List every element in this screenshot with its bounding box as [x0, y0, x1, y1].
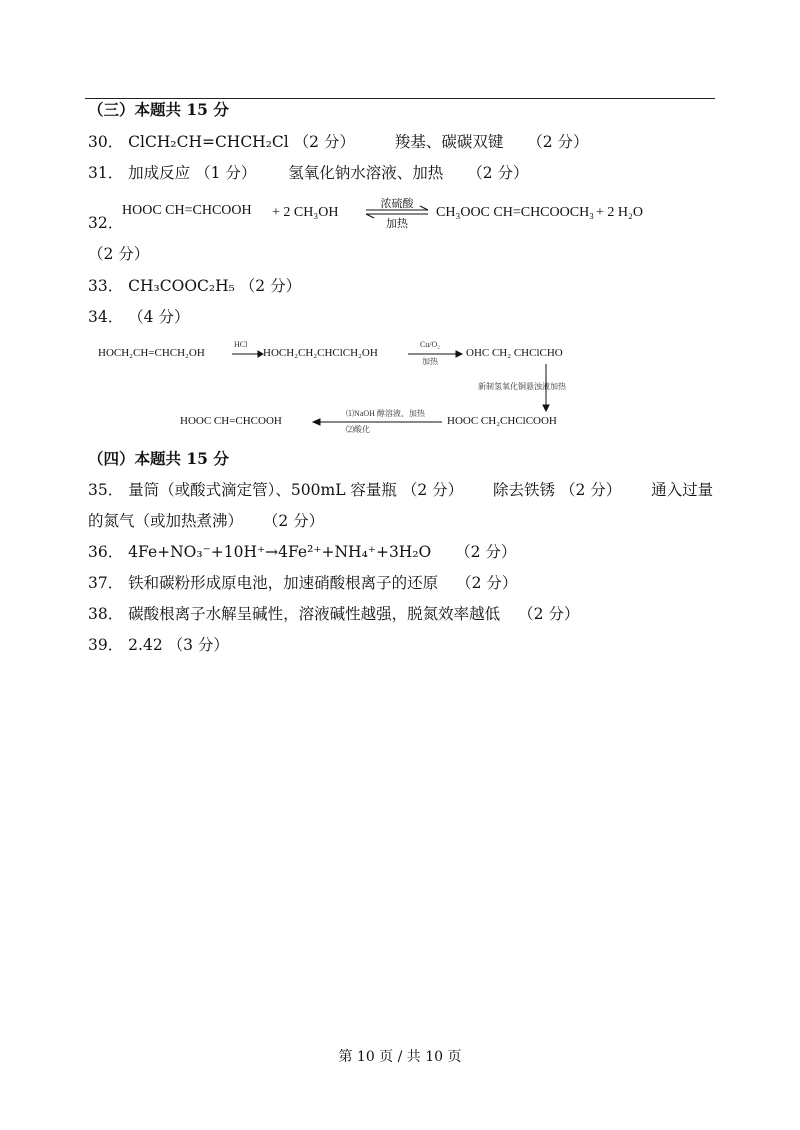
q35-number: 35． [88, 481, 124, 499]
q34-arrow-3 [543, 364, 549, 411]
q34-s3: OHC CH₂ CHClCHO [466, 347, 563, 359]
q33-answer: CH₃COOC₂H₅ [128, 277, 235, 295]
q30-score2: （2 分） [527, 133, 589, 151]
q35-score3: （2 分） [262, 512, 325, 530]
q38 [88, 604, 579, 624]
q39-answer: 2.42 [128, 636, 163, 654]
q35-answer2: 除去铁锈 [493, 481, 556, 499]
q30-answer2: 羧基、碳碳双键 [394, 133, 504, 151]
q35-cont [88, 511, 324, 531]
q37-answer: 铁和碳粉形成原电池，加速硝酸根离子的还原 [128, 574, 439, 592]
q39-score: （3 分） [167, 636, 229, 654]
q32-condition-bottom: 加热 [386, 218, 408, 230]
q34-arrow-4 [313, 419, 442, 425]
q35 [88, 480, 713, 500]
q34-r1: HCl [234, 340, 248, 349]
q32-score: （2 分） [88, 245, 150, 263]
q32-reactant1: HOOC CH=CHCOOH [122, 203, 252, 218]
q32-number: 32． [88, 214, 124, 232]
q31-score2: （2 分） [467, 164, 529, 182]
q33-number: 33． [88, 277, 124, 295]
section3-heading: （三）本题共 15 分 [88, 100, 229, 119]
q38-answer: 碳酸根离子水解呈碱性，溶液碱性越强，脱氮效率越低 [128, 605, 501, 623]
q39 [88, 635, 229, 655]
q34-r3-right: 加热 [550, 382, 566, 391]
q30-score1: （2 分） [293, 133, 355, 151]
q38-score: （2 分） [518, 605, 580, 623]
q35-answer3a: 通入过量 [651, 481, 714, 499]
q31-number: 31． [88, 164, 124, 182]
q31-score1: （1 分） [195, 164, 257, 182]
q38-number: 38． [88, 605, 124, 623]
q34-s5: HOOC CH=CHCOOH [180, 415, 282, 427]
page-footer: 第 10 页 / 共 10 页 [338, 1049, 462, 1065]
q34-r2-bottom: 加热 [422, 357, 438, 366]
q35-score2: （2 分） [560, 481, 622, 499]
q34-number: 34． [88, 308, 124, 326]
q31-answer2: 氢氧化钠水溶液、加热 [288, 164, 444, 182]
q35-answer3b: 的氮气（或加热煮沸） [88, 512, 244, 530]
q35-answer1: 量筒（或酸式滴定管）、500mL 容量瓶 [128, 481, 397, 499]
q34-arrow-2 [408, 351, 462, 357]
q32-plus1: + 2 CH₃OH [272, 205, 339, 220]
q37-score: （2 分） [456, 574, 518, 592]
q34-score: （4 分） [128, 308, 190, 326]
q37-number: 37． [88, 574, 124, 592]
q36 [88, 542, 516, 562]
q32-plus2: + 2 H₂O [596, 205, 643, 220]
q34-r3-left: 新制氢氧化铜悬浊液 [478, 382, 550, 391]
q33-score: （2 分） [239, 277, 302, 295]
q34-r4-top: ⑴NaOH 醇溶液、加热 [346, 409, 425, 418]
q34-s1: HOCH₂CH=CHCH₂OH [98, 347, 205, 359]
q36-equation: 4Fe+NO₃⁻+10H⁺→4Fe²⁺+NH₄⁺+3H₂O [128, 543, 432, 561]
q30-formula: ClCH₂CH=CHCH₂Cl [128, 133, 289, 151]
q31-answer1: 加成反应 [128, 164, 191, 182]
q37 [88, 573, 517, 593]
section4-heading: （四）本题共 15 分 [88, 449, 229, 468]
q32-reversible-arrow [366, 206, 428, 218]
q34-r4-bottom: ⑵酸化 [346, 425, 370, 434]
q32-product1: CH₃OOC CH=CHCOOCH₃ [436, 205, 595, 220]
q34-arrow-1 [232, 351, 263, 357]
q35-score1: （2 分） [401, 481, 464, 499]
q39-number: 39． [88, 636, 124, 654]
q32-condition-top: 浓硫酸 [380, 198, 414, 210]
q34-s2: HOCH₂CH₂CHClCH₂OH [263, 347, 378, 359]
q34-r2-top: Cu/O₂ [419, 340, 441, 349]
q36-number: 36． [88, 543, 124, 561]
q36-score: （2 分） [455, 543, 517, 561]
q34-s4: HOOC CH₂CHClCOOH [447, 415, 557, 427]
q30-number: 30． [88, 133, 124, 151]
